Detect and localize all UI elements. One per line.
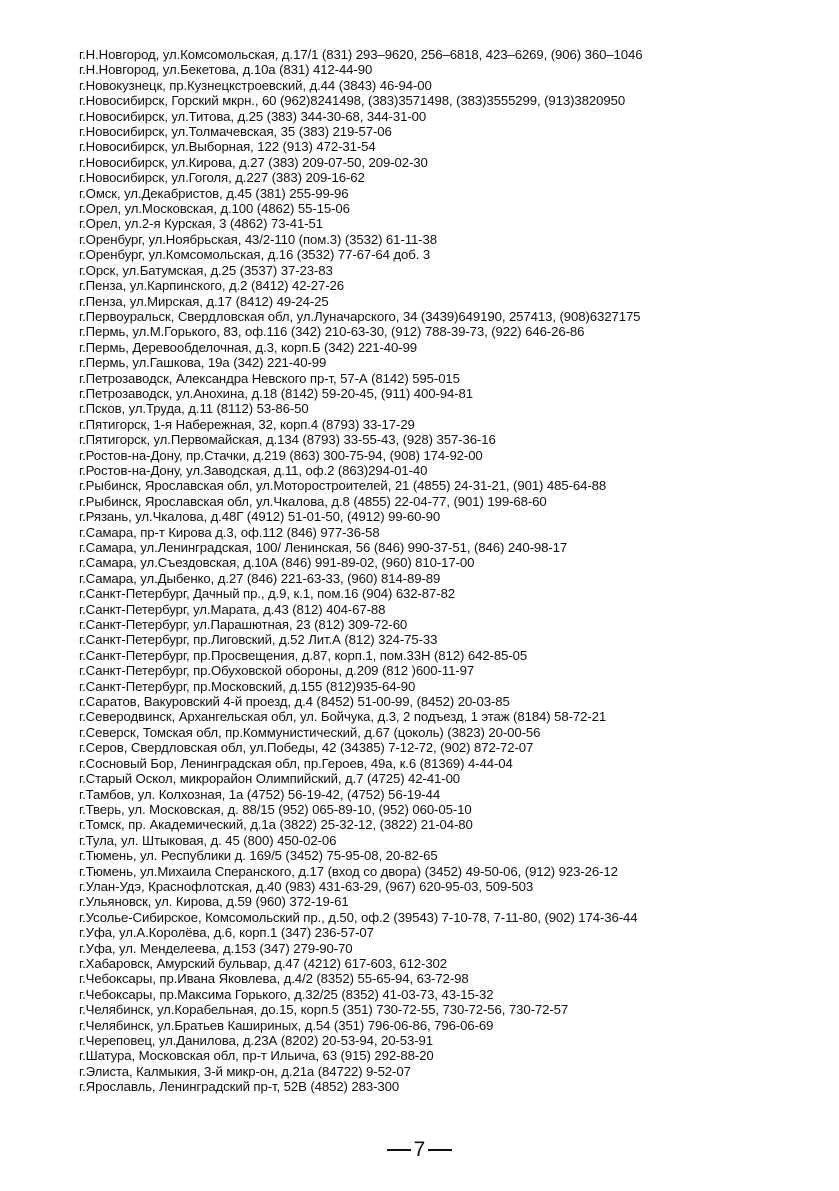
list-item: г.Уфа, ул.А.Королёва, д.6, корп.1 (347) 236-57-07 — [79, 925, 374, 941]
list-item: г.Череповец, ул.Данилова, д.23А (8202) 20-53-94, 20-53-91 — [79, 1033, 433, 1048]
list-item: г.Самара, пр-т Кирова д.3, оф.112 (846) 977-36-58 — [79, 524, 380, 540]
page-number: 7 — [413, 1138, 426, 1162]
list-item: г.Новосибирск, ул.Толмачевская, 35 (383) 219-57-06 — [79, 124, 392, 140]
list-item: г.Элиста, Калмыкия, 3-й микр-он, д.21а (84722) 9-52-07 — [79, 1063, 411, 1079]
list-item: г.Сосновый Бор, Ленинградская обл, пр.Героев, 49а, к.6 (81369) 4-44-04 — [79, 755, 513, 771]
list-item: г.Пермь, ул.М.Горького, 83, оф.116 (342) 210-63-30, (912) 788-39-73, (922) 646-26-86 — [79, 324, 585, 340]
list-item: г.Чебоксары, пр.Ивана Яковлева, д.4/2 (8352) 55-65-94, 63-72-98 — [79, 971, 469, 987]
list-item: г.Новосибирск, ул.Выборная, 122 (913) 472-31-54 — [79, 139, 376, 155]
list-item: г.Усолье-Сибирское, Комсомольский пр., д.50, оф.2 (39543) 7-10-78, 7-11-80, (902) 174-36-44 — [79, 909, 638, 925]
list-item: г.Серов, Свердловская обл, ул.Победы, 42 (34385) 7-12-72, (902) 872-72-07 — [79, 740, 534, 756]
list-item: г.Петрозаводск, ул.Анохина, д.18 (8142) 59-20-45, (911) 400-94-81 — [79, 385, 473, 401]
list-item: г.Северодвинск, Архангельская обл, ул. Бойчука, д.3, 2 подъезд, 1 этаж (8184) 58-72-21 — [79, 709, 607, 725]
list-item: г.Пермь, ул.Гашкова, 19а (342) 221-40-99 — [79, 355, 327, 371]
list-item: г.Оренбург, ул.Комсомольская, д.16 (3532) 77-67-64 доб. 3 — [79, 247, 431, 263]
list-item: г.Санкт-Петербург, пр.Лиговский, д.52 Лит.А (812) 324-75-33 — [79, 632, 438, 648]
list-item: г.Петрозаводск, Александра Невского пр-т, 57-А (8142) 595-015 — [79, 370, 460, 386]
list-item: г.Санкт-Петербург, пр.Обуховской обороны, д.209 (812 )600-11-97 — [79, 663, 475, 679]
list-item: г.Н.Новгород, ул.Бекетова, д.10а (831) 412-44-90 — [79, 62, 373, 78]
list-item: г.Пятигорск, ул.Первомайская, д.134 (8793) 33-55-43, (928) 357-36-16 — [79, 432, 496, 448]
list-item: г.Улан-Удэ, Краснофлотская, д.40 (983) 431-63-29, (967) 620-95-03, 509-503 — [79, 878, 534, 894]
list-item: г.Новосибирск, ул.Кирова, д.27 (383) 209-07-50, 209-02-30 — [79, 154, 428, 170]
list-item: г.Оренбург, ул.Ноябрьская, 43/2-110 (пом.3) (3532) 61-11-38 — [79, 231, 437, 247]
list-item: г.Орел, ул.2-я Курская, 3 (4862) 73-41-51 — [79, 216, 323, 232]
list-item: г.Челябинск, ул.Корабельная, до.15, корп.5 (351) 730-72-55, 730-72-56, 730-72-57 — [79, 1002, 569, 1018]
list-item: г.Пенза, ул.Мирская, д.17 (8412) 49-24-25 — [79, 293, 329, 309]
list-item: г.Чебоксары, пр.Максима Горького, д.32/25 (8352) 41-03-73, 43-15-32 — [79, 986, 494, 1002]
list-item: г.Санкт-Петербург, ул.Марата, д.43 (812) 404-67-88 — [79, 601, 386, 617]
list-item: г.Ярославль, Ленинградский пр-т, 52В (4852) 283-300 — [79, 1079, 400, 1095]
list-item: г.Ростов-на-Дону, ул.Заводская, д.11, оф.2 (863)294-01-40 — [79, 462, 428, 478]
list-item: г.Тюмень, ул. Республики д. 169/5 (3452) 75-95-08, 20-82-65 — [79, 848, 438, 864]
page-footer — [0, 1137, 839, 1163]
list-item: г.Новосибирск, ул.Титова, д.25 (383) 344-30-68, 344-31-00 — [79, 108, 427, 124]
list-item: г.Санкт-Петербург, ул.Парашютная, 23 (812) 309-72-60 — [79, 617, 408, 633]
list-item: г.Тамбов, ул. Колхозная, 1а (4752) 56-19-42, (4752) 56-19-44 — [79, 786, 441, 802]
list-item: г.Рыбинск, Ярославская обл, ул.Моторостроителей, 21 (4855) 24-31-21, (901) 485-64-88 — [79, 478, 607, 494]
list-item: г.Новосибирск, Горский мкрн., 60 (962)8241498, (383)3571498, (383)3555299, (913)3820950 — [79, 93, 626, 109]
list-item: г.Омск, ул.Декабристов, д.45 (381) 255-99-96 — [79, 185, 349, 201]
list-item: г.Северск, Томская обл, пр.Коммунистический, д.67 (цоколь) (3823) 20-00-56 — [79, 724, 541, 740]
footer-dash-right — [428, 1149, 452, 1151]
list-item: г.Санкт-Петербург, пр.Просвещения, д.87, корп.1, пом.33Н (812) 642-85-05 — [79, 647, 528, 663]
list-item: г.Тверь, ул. Московская, д. 88/15 (952) 065-89-10, (952) 060-05-10 — [79, 801, 472, 817]
list-item: г.Шатура, Московская обл, пр-т Ильича, 63 (915) 292-88-20 — [79, 1048, 434, 1064]
list-item: г.Тула, ул. Штыковая, д. 45 (800) 450-02-06 — [79, 832, 337, 848]
list-item: г.Ростов-на-Дону, пр.Стачки, д.219 (863) 300-75-94, (908) 174-92-00 — [79, 447, 483, 463]
list-item: г.Рязань, ул.Чкалова, д.48Г (4912) 51-01-50, (4912) 99-60-90 — [79, 509, 441, 525]
list-item: г.Челябинск, ул.Братьев Кашириных, д.54 (351) 796-06-86, 796-06-69 — [79, 1017, 494, 1033]
list-item: г.Самара, ул.Ленинградская, 100/ Ленинская, 56 (846) 990-37-51, (846) 240-98-17 — [79, 540, 568, 555]
list-item: г.Пятигорск, 1-я Набережная, 32, корп.4 (8793) 33-17-29 — [79, 416, 415, 432]
list-item: г.Уфа, ул. Менделеева, д.153 (347) 279-90-70 — [79, 940, 353, 956]
footer-dash-left — [387, 1149, 411, 1151]
list-item: г.Первоуральск, Свердловская обл, ул.Луначарского, 34 (3439)649190, 257413, (908)6327175 — [79, 308, 641, 324]
list-item: г.Новосибирск, ул.Гоголя, д.227 (383) 209-16-62 — [79, 170, 365, 186]
service-center-list — [79, 47, 809, 1095]
list-item: г.Санкт-Петербург, Дачный пр., д.9, к.1, пом.16 (904) 632-87-82 — [79, 586, 456, 602]
list-item: г.Ульяновск, ул. Кирова, д.59 (960) 372-19-61 — [79, 894, 349, 910]
list-item: г.Новокузнецк, пр.Кузнецкстроевский, д.44 (3843) 46-94-00 — [79, 77, 432, 93]
list-item: г.Пенза, ул.Карпинского, д.2 (8412) 42-27-26 — [79, 278, 345, 294]
list-item: г.Н.Новгород, ул.Комсомольская, д.17/1 (831) 293–9620, 256–6818, 423–6269, (906) 360–1046 — [79, 47, 643, 62]
list-item: г.Орел, ул.Московская, д.100 (4862) 55-15-06 — [79, 201, 350, 217]
list-item: г.Пермь, Деревообделочная, д.3, корп.Б (342) 221-40-99 — [79, 339, 418, 355]
list-item: г.Рыбинск, Ярославская обл, ул.Чкалова, д.8 (4855) 22-04-77, (901) 199-68-60 — [79, 493, 547, 509]
list-item: г.Самара, ул.Съездовская, д.10А (846) 991-89-02, (960) 810-17-00 — [79, 555, 475, 571]
list-item: г.Хабаровск, Амурский бульвар, д.47 (4212) 617-603, 612-302 — [79, 955, 448, 971]
list-item: г.Тюмень, ул.Михаила Сперанского, д.17 (вход со двора) (3452) 49-50-06, (912) 923-26-12 — [79, 863, 618, 879]
list-item: г.Самара, ул.Дыбенко, д.27 (846) 221-63-33, (960) 814-89-89 — [79, 570, 441, 586]
list-item: г.Саратов, Вакуровский 4-й проезд, д.4 (8452) 51-00-99, (8452) 20-03-85 — [79, 694, 510, 710]
list-item: г.Старый Оскол, микрорайон Олимпийский, д.7 (4725) 42-41-00 — [79, 771, 461, 787]
list-item: г.Орск, ул.Батумская, д.25 (3537) 37-23-83 — [79, 262, 333, 278]
list-item: г.Санкт-Петербург, пр.Московский, д.155 (812)935-64-90 — [79, 678, 416, 694]
list-item: г.Томск, пр. Академический, д.1а (3822) 25-32-12, (3822) 21-04-80 — [79, 817, 473, 833]
list-item: г.Псков, ул.Труда, д.11 (8112) 53-86-50 — [79, 401, 309, 417]
